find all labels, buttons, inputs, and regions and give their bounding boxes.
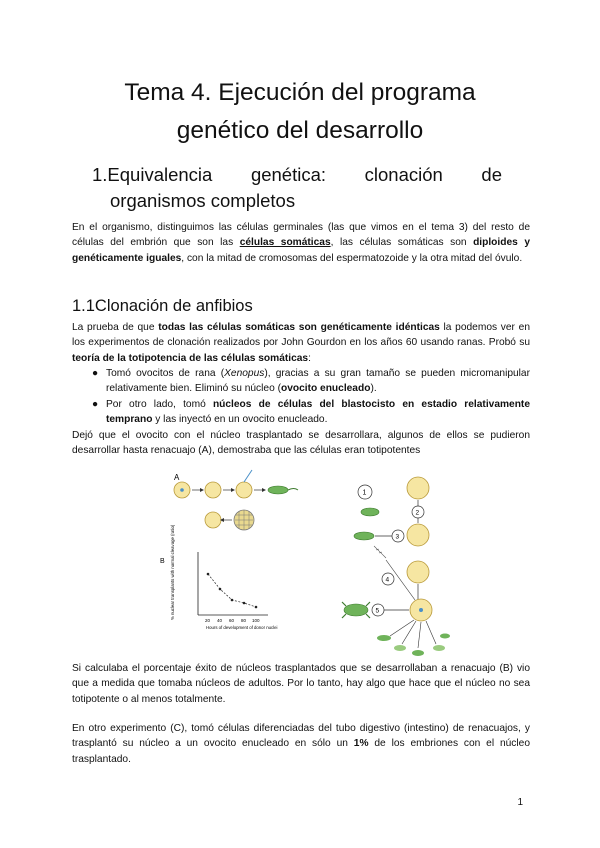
panel-c: [342, 477, 450, 656]
term-somatic-cells: células somáticas: [239, 237, 331, 249]
section-1-heading-line-2: organismos completos: [110, 190, 296, 211]
title-line-2: genético del desarrollo: [176, 117, 424, 144]
egg-icon: [407, 524, 429, 546]
figure-cloning-experiment: [160, 460, 460, 660]
page-number: 1: [517, 797, 523, 808]
x-tick: 60: [229, 618, 235, 623]
panel-a-row-2: [205, 510, 254, 530]
x-axis-label: Hours of development of donor nuclei: [206, 625, 278, 630]
step-label: 3: [395, 533, 400, 541]
section-1-heading: 1.Equivalencia genética: clonación de: [92, 164, 502, 185]
x-tick: 20: [205, 618, 211, 623]
frog-icon: [344, 604, 368, 616]
egg-icon: [205, 512, 221, 528]
tadpole-icon: [361, 508, 379, 516]
egg-icon: [407, 561, 429, 583]
term-diploid: diploides y genéticamente iguales: [72, 237, 530, 264]
x-tick-labels: [205, 618, 260, 623]
title-line-1: Tema 4. Ejecución del programa: [124, 79, 476, 106]
egg-icon: [236, 482, 252, 498]
page-title: [0, 74, 600, 150]
paragraph-gurdon: La prueba de que todas las células somáticas son genéticamente idénticas la podemos ver en los experimentos de clonación realizados por John Gourdon en los años 60 usando ranas. Probó su teoría de la totipotencia de las células somáticas:: [72, 322, 530, 364]
tadpole-icon: [394, 645, 406, 651]
tadpole-icon: [377, 635, 391, 641]
data-point: [219, 588, 222, 591]
list-item: ● Tomó ovocitos de rana (Xenopus), gracias a su gran tamaño se pueden micromanipular relativamente bien. Eliminó su núcleo (ovocito enucleado).: [92, 368, 530, 395]
step-label: 5: [375, 607, 380, 615]
tadpole-icon: [268, 486, 288, 494]
panel-a-label: A: [174, 473, 180, 482]
tadpole-icon: [412, 650, 424, 656]
list-item: ● Por otro lado, tomó núcleos de células del blastocisto en estadio relativamente temprano y las inyectó en un ovocito enucleado.: [92, 398, 530, 425]
step-label: 4: [385, 576, 390, 584]
step-label: 2: [415, 509, 420, 517]
step-label: 1: [362, 489, 367, 497]
tadpole-icon: [354, 532, 374, 540]
data-line: [208, 574, 256, 607]
nucleus-icon: [419, 608, 423, 612]
panel-b-label: B: [160, 558, 165, 565]
egg-icon: [407, 477, 429, 499]
tadpole-icon: [440, 634, 450, 639]
nucleus-icon: [180, 488, 184, 492]
data-point: [243, 602, 246, 605]
data-point: [207, 573, 210, 576]
bullet-list: [92, 366, 530, 427]
tadpole-icon: [433, 645, 445, 651]
data-point: [231, 599, 234, 602]
x-tick: 80: [241, 618, 247, 623]
data-point: [255, 606, 258, 609]
panel-a-row-1: [174, 470, 298, 498]
section-1-1-heading: 1.1Clonación de anfibios: [72, 297, 253, 315]
paragraph-intestine: En otro experimento (C), tomó células diferenciadas del tubo digestivo (intestino) de renacuajos, y trasplantó su núcleo a un ovocito enucleado en sólo un 1% de los embriones con el núcleo trasplantado.: [72, 723, 530, 765]
x-tick: 100: [252, 618, 260, 623]
paragraph-intro: En el organismo, distinguimos las células germinales (las que vimos en el tema 3) del resto de células del embrión que son las células somáticas, las células somáticas son diploides y genéticamente iguales, con la mitad de cromosomas del espermatozoide y la otra mitad del óvulo.: [72, 222, 530, 264]
y-axis-label: % nuclear transplants with normal cleavage (ratio): [170, 524, 175, 620]
paragraph-results: Si calculaba el porcentaje éxito de núcleos trasplantados que se desarrollaban a renacuajo (B) vio que a medida que tomaba núcleos de adultos. Por lo tanto, hay algo que hace que el núcleo no sea totipotente o al menos totalmente.: [72, 663, 530, 705]
x-tick: 40: [217, 618, 223, 623]
egg-icon: [205, 482, 221, 498]
paragraph-tadpole: Dejó que el ovocito con el núcleo trasplantado se desarrollara, algunos de ellos se pudieron desarrollar hasta renacuajo (A), demostraba que las células eran totipotentes: [72, 430, 530, 457]
